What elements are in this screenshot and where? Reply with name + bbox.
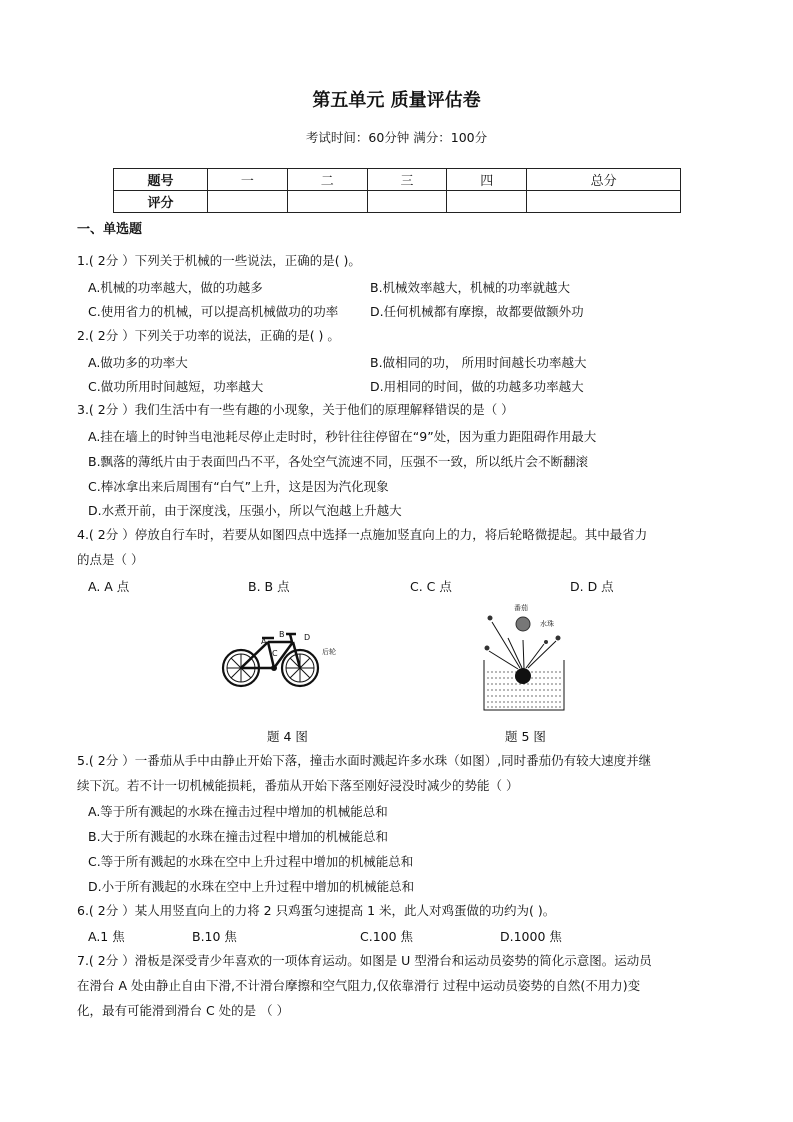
q6-option-a: A.1 焦 <box>88 929 125 944</box>
bike-label-rear-wheel: 后轮 <box>322 648 336 656</box>
question-5-stem-line1: 5.( 2分 ）一番茄从手中由静止开始下落，撞击水面时溅起许多水珠（如图）,同时番茄仍有较大速度并继 <box>77 753 652 768</box>
q2-option-c: C.做功所用时间越短，功率越大 <box>88 379 264 394</box>
score-cell: 四 <box>447 169 527 191</box>
bike-label-c: C <box>272 649 278 658</box>
figure-4-caption: 题 4 图 <box>267 729 308 744</box>
score-table-header-row <box>114 169 681 191</box>
score-input-cell[interactable] <box>287 191 367 213</box>
score-table-score-row <box>114 191 681 213</box>
question-3-stem: 3.( 2分 ）我们生活中有一些有趣的小现象，关于他们的原理解释错误的是（ ） <box>77 402 514 417</box>
question-4-stem-line1: 4.( 2分 ）停放自行车时，若要从如图四点中选择一点施加竖直向上的力，将后轮略微提起。其中最省力 <box>77 527 648 542</box>
bike-label-a: A <box>261 637 267 646</box>
q1-option-c: C.使用省力的机械，可以提高机械做功的功率 <box>88 304 339 319</box>
q1-option-a: A.机械的功率越大，做的功越多 <box>88 280 263 295</box>
q3-option-b: B.飘落的薄纸片由于表面凹凸不平，各处空气流速不同，压强不一致，所以纸片会不断翻滚 <box>88 454 589 469</box>
question-7-line1: 7.( 2分 ）滑板是深受青少年喜欢的一项体育运动。如图是 U 型滑台和运动员姿势的简化示意图。运动员 <box>77 953 652 968</box>
q4-option-a: A. A 点 <box>88 579 130 594</box>
q4-option-d: D. D 点 <box>570 579 614 594</box>
question-5-stem-line2: 续下沉。若不计一切机械能损耗，番茄从开始下落至刚好浸没时减少的势能（ ） <box>77 778 519 793</box>
q2-option-b: B.做相同的功， 所用时间越长功率越大 <box>370 355 587 370</box>
question-7-line2: 在滑台 A 处由静止自由下滑,不计滑台摩擦和空气阻力,仅依靠滑行 过程中运动员姿势的自然(不用力)变 <box>77 978 641 993</box>
q6-option-c: C.100 焦 <box>360 929 414 944</box>
score-cell: 三 <box>367 169 447 191</box>
score-cell: 评分 <box>114 191 208 213</box>
question-7-line3: 化，最有可能滑到滑台 C 处的是 （ ） <box>77 1003 290 1018</box>
question-2-stem: 2.( 2分 ）下列关于功率的说法，正确的是( ) 。 <box>77 328 340 343</box>
question-6-stem: 6.( 2分 ）某人用竖直向上的力将 2 只鸡蛋匀速提高 1 米，此人对鸡蛋做的功约为( )。 <box>77 903 556 918</box>
section-heading: 一、单选题 <box>77 222 143 237</box>
q2-option-a: A.做功多的功率大 <box>88 355 188 370</box>
page-title: 第五单元 质量评估卷 <box>312 90 481 111</box>
score-cell: 二 <box>287 169 367 191</box>
q6-option-d: D.1000 焦 <box>500 929 562 944</box>
bike-label-d: D <box>304 633 311 642</box>
score-cell: 一 <box>208 169 288 191</box>
score-input-cell[interactable] <box>447 191 527 213</box>
q2-option-d: D.用相同的时间，做的功越多功率越大 <box>370 379 584 394</box>
q4-option-c: C. C 点 <box>410 579 452 594</box>
figure-5-caption: 题 5 图 <box>505 729 546 744</box>
tomato-splash-figure <box>478 600 570 715</box>
q5-option-d: D.小于所有溅起的水珠在空中上升过程中增加的机械能总和 <box>88 879 415 894</box>
question-4-stem-line2: 的点是（ ） <box>77 552 144 567</box>
q5-option-a: A.等于所有溅起的水珠在撞击过程中增加的机械能总和 <box>88 804 388 819</box>
q3-option-d: D.水煮开前，由于深度浅，压强小，所以气泡越上升越大 <box>88 503 402 518</box>
score-cell: 题号 <box>114 169 208 191</box>
score-table <box>113 168 681 213</box>
q5-option-b: B.大于所有溅起的水珠在撞击过程中增加的机械能总和 <box>88 829 389 844</box>
score-input-cell[interactable] <box>527 191 681 213</box>
falling-tomato-icon <box>516 617 530 631</box>
score-input-cell[interactable] <box>367 191 447 213</box>
tomato-label: 番茄 <box>514 604 528 612</box>
q5-option-c: C.等于所有溅起的水珠在空中上升过程中增加的机械能总和 <box>88 854 414 869</box>
question-1-stem: 1.( 2分 ）下列关于机械的一些说法，正确的是( )。 <box>77 253 361 268</box>
score-cell: 总分 <box>527 169 681 191</box>
q6-option-b: B.10 焦 <box>192 929 237 944</box>
q3-option-a: A.挂在墙上的时钟当电池耗尽停止走时时，秒针往往停留在“9”处，因为重力距阻碍作用最大 <box>88 429 597 444</box>
submerged-tomato-icon <box>515 668 531 684</box>
q1-option-d: D.任何机械都有摩擦，故都要做额外功 <box>370 304 584 319</box>
q4-option-b: B. B 点 <box>248 579 290 594</box>
exam-info: 考试时间：60分钟 满分：100分 <box>305 130 488 145</box>
water-drop-label: 水珠 <box>540 620 554 628</box>
q1-option-b: B.机械效率越大，机械的功率就越大 <box>370 280 571 295</box>
bike-label-b: B <box>279 630 285 639</box>
q3-option-c: C.棒冰拿出来后周围有“白气”上升，这是因为汽化现象 <box>88 479 389 494</box>
score-input-cell[interactable] <box>208 191 288 213</box>
bicycle-figure <box>218 626 346 692</box>
